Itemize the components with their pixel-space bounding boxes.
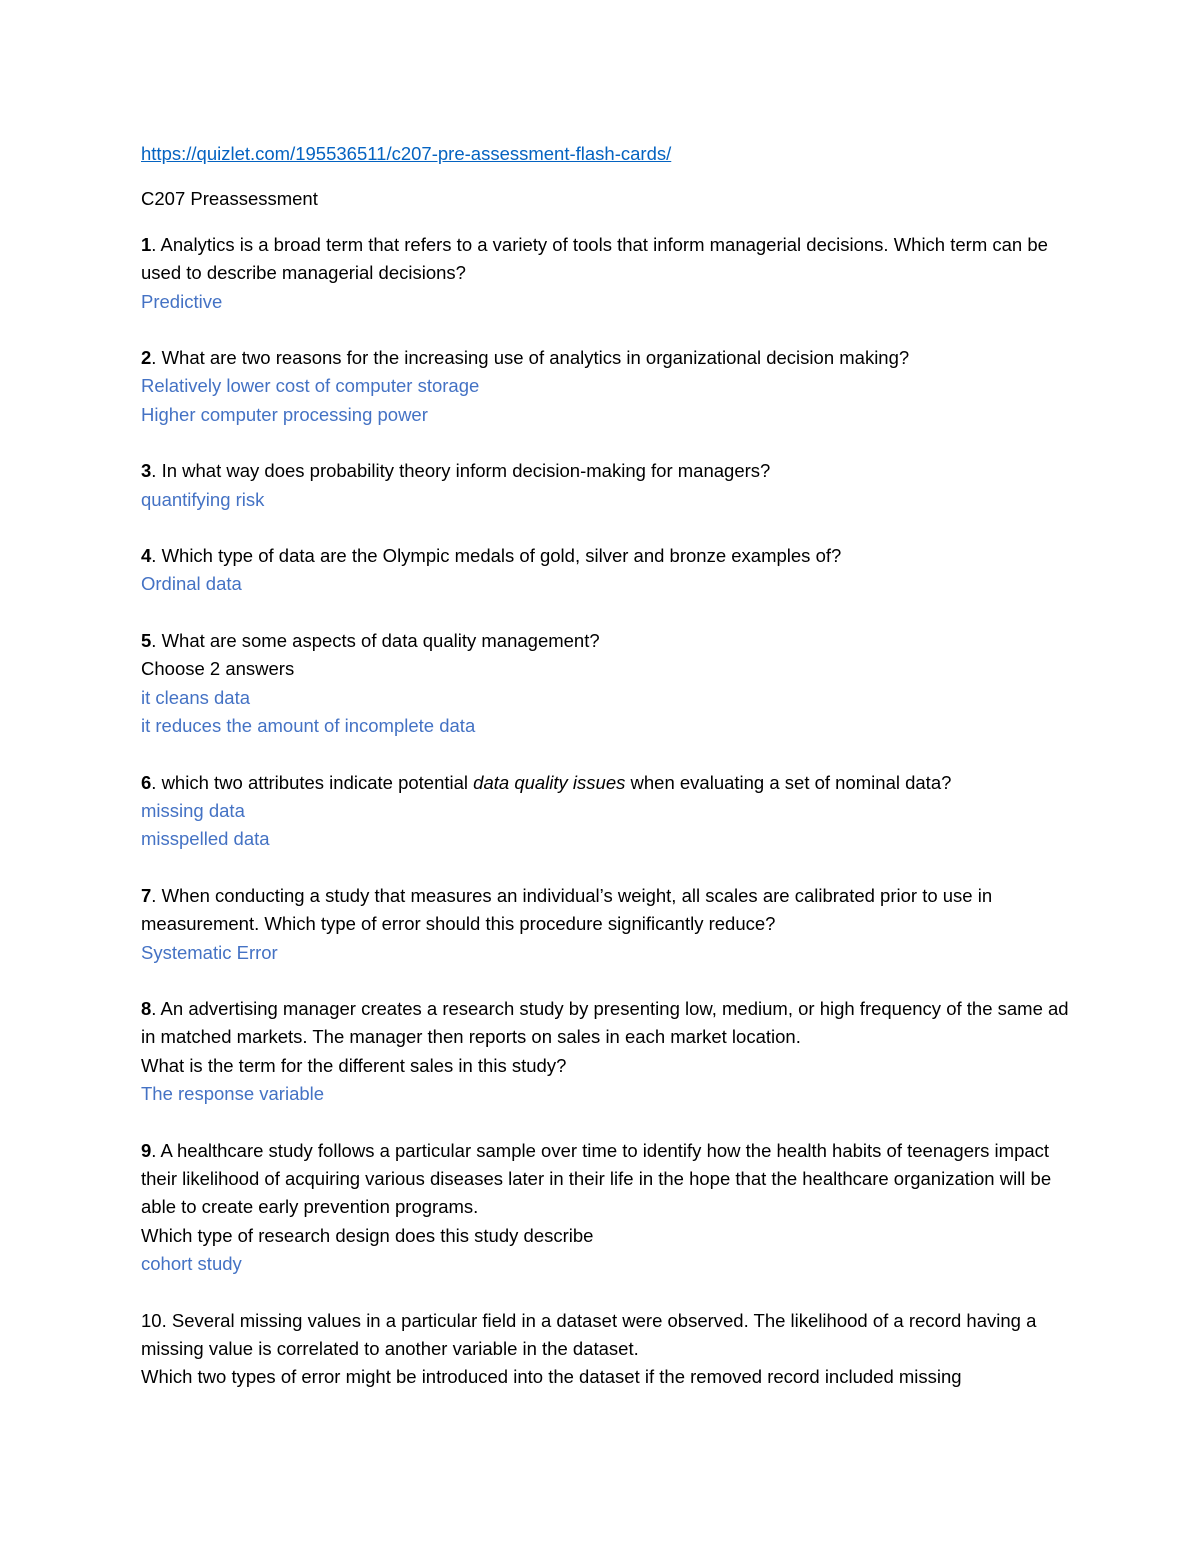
question-10: [141, 1307, 1071, 1392]
question-1: [141, 231, 1071, 316]
question-text: [141, 769, 1071, 797]
quizlet-link[interactable]: https://quizlet.com/195536511/c207-pre-assessment-flash-cards/: [141, 143, 672, 164]
question-number: 1: [141, 233, 152, 255]
question-6: [141, 769, 1071, 854]
question-text: [141, 627, 1071, 655]
question-emphasis: data quality issues: [473, 771, 626, 793]
question-text: [141, 344, 1071, 372]
question-body-end: when evaluating a set of nominal data?: [625, 771, 952, 793]
answer: Relatively lower cost of computer storage: [141, 375, 480, 397]
question-body: . Analytics is a broad term that refers to a variety of tools that inform managerial decisions. Which term can be used to describe managerial decisions?: [141, 233, 1048, 284]
question-prompt: Which two types of error might be introduced into the dataset if the removed record included missing: [141, 1366, 962, 1388]
answer: it cleans data: [141, 686, 251, 708]
question-number: 2: [141, 347, 152, 369]
question-3: [141, 457, 1071, 514]
question-4: [141, 542, 1071, 599]
question-number: 6: [141, 771, 152, 793]
question-body: . which two attributes indicate potential: [151, 771, 474, 793]
question-body: . An advertising manager creates a research study by presenting low, medium, or high frequency of the same ad in matched markets. The manager then reports on sales in each market location.: [141, 997, 1069, 1048]
answer: Higher computer processing power: [141, 403, 428, 425]
answer: Predictive: [141, 290, 223, 312]
question-body: . Which type of data are the Olympic medals of gold, silver and bronze examples of?: [151, 545, 842, 567]
question-prompt: What is the term for the different sales in this study?: [141, 1054, 567, 1076]
question-body: . When conducting a study that measures an individual’s weight, all scales are calibrated prior to use in measurement. Which type of error should this procedure significantly reduce?: [141, 884, 993, 935]
question-text: [141, 995, 1071, 1052]
answer: misspelled data: [141, 828, 270, 850]
question-instruction: Choose 2 answers: [141, 658, 295, 680]
document-title: C207 Preassessment: [141, 188, 318, 210]
question-number: 5: [141, 629, 152, 651]
answer: it reduces the amount of incomplete data: [141, 715, 476, 737]
question-body: . What are some aspects of data quality management?: [151, 629, 600, 651]
question-number: 9: [141, 1139, 152, 1161]
answer: missing data: [141, 799, 245, 821]
question-number: 10: [141, 1309, 162, 1331]
question-8: [141, 995, 1071, 1109]
question-text: [141, 542, 1071, 570]
question-number: 4: [141, 545, 152, 567]
question-9: [141, 1137, 1071, 1279]
question-text: [141, 231, 1071, 288]
answer: Ordinal data: [141, 573, 242, 595]
document-body: [141, 140, 1071, 1392]
question-7: [141, 882, 1071, 967]
answer: The response variable: [141, 1083, 325, 1105]
question-number: 8: [141, 997, 152, 1019]
question-number: 7: [141, 884, 152, 906]
question-body: . Several missing values in a particular field in a dataset were observed. The likelihood of a record having a missing value is correlated to another variable in the dataset.: [141, 1309, 1037, 1359]
answer: quantifying risk: [141, 488, 265, 510]
question-body: . In what way does probability theory inform decision-making for managers?: [151, 460, 771, 482]
question-body: . What are two reasons for the increasing use of analytics in organizational decision making?: [151, 347, 910, 369]
question-text: [141, 1307, 1071, 1364]
question-text: [141, 882, 1071, 939]
question-2: [141, 344, 1071, 429]
answer: Systematic Error: [141, 941, 278, 963]
question-5: [141, 627, 1071, 741]
question-prompt: Which type of research design does this study describe: [141, 1224, 594, 1246]
question-text: [141, 457, 1071, 485]
answer: cohort study: [141, 1253, 242, 1275]
question-number: 3: [141, 460, 152, 482]
question-text: [141, 1137, 1071, 1222]
question-body: . A healthcare study follows a particular sample over time to identify how the health habits of teenagers impact their likelihood of acquiring various diseases later in their life in the hope that the healthcare organization will be able to create early prevention programs.: [141, 1139, 1052, 1218]
